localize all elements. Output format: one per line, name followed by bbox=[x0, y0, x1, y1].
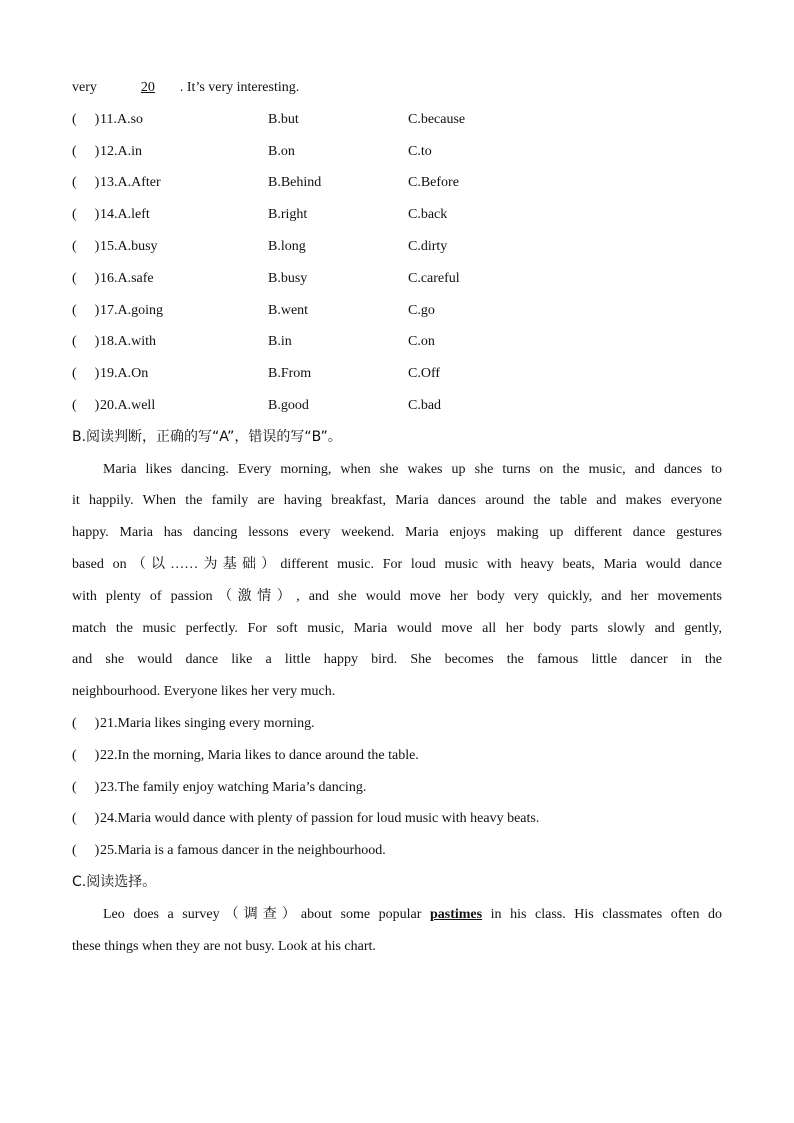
bracket-open: ( bbox=[72, 779, 77, 795]
option-row bbox=[72, 104, 722, 136]
option-b: B.in bbox=[268, 334, 292, 350]
option-a: 15.A.busy bbox=[100, 238, 158, 254]
answer-bracket[interactable] bbox=[72, 390, 99, 422]
question-number: 18 bbox=[100, 334, 114, 350]
option-row bbox=[72, 199, 722, 231]
bracket-close: ) bbox=[94, 207, 100, 223]
pastimes-keyword: pastimes bbox=[429, 906, 483, 922]
bracket-open: ( bbox=[72, 238, 77, 254]
intro-after: . It’s very interesting. bbox=[179, 80, 300, 95]
answer-bracket[interactable] bbox=[72, 772, 99, 804]
option-row bbox=[72, 295, 722, 327]
option-b: B.long bbox=[268, 238, 306, 254]
section-c-title: C.阅读选择。 bbox=[72, 873, 157, 890]
passage-c-text-1: Leo does a survey（调查）about some popular bbox=[103, 906, 422, 922]
passage-b-line: match the music perfectly. For soft music, Maria would move all her body parts slowly and gently, bbox=[72, 620, 722, 636]
question-text: 24.Maria would dance with plenty of passion for loud music with heavy beats. bbox=[100, 811, 540, 827]
intro-line bbox=[72, 72, 722, 104]
option-a: 12.A.in bbox=[100, 143, 142, 159]
passage-b-line: with plenty of passion（激情）, and she would move her body very quickly, and her movements bbox=[72, 588, 722, 604]
section-b-title: B.阅读判断，正确的写“A”，错误的写“B”。 bbox=[72, 428, 342, 445]
bracket-open: ( bbox=[72, 715, 77, 731]
option-a-text: A.with bbox=[117, 334, 156, 350]
passage-b-line: it happily. When the family are having breakfast, Maria dances around the table and makes everyone bbox=[72, 493, 722, 509]
answer-bracket[interactable] bbox=[72, 263, 99, 295]
option-a-text: A.well bbox=[117, 397, 156, 413]
question-statement: Maria would dance with plenty of passion for loud music with heavy beats. bbox=[117, 811, 540, 827]
judgement-question bbox=[72, 740, 722, 772]
document-page bbox=[72, 72, 722, 962]
bracket-open: ( bbox=[72, 302, 77, 318]
option-row bbox=[72, 136, 722, 168]
answer-bracket[interactable] bbox=[72, 136, 99, 168]
passage-b-line: based on（以……为基础）different music. For loud music with heavy beats, Maria would dance bbox=[72, 556, 722, 572]
judgement-question bbox=[72, 708, 722, 740]
judgement-question bbox=[72, 803, 722, 835]
passage-c-line-1 bbox=[72, 899, 722, 931]
question-text: 22.In the morning, Maria likes to dance around the table. bbox=[100, 747, 419, 763]
bracket-open: ( bbox=[72, 334, 77, 350]
bracket-close: ) bbox=[94, 334, 100, 350]
question-statement: In the morning, Maria likes to dance around the table. bbox=[117, 747, 419, 763]
judgement-question bbox=[72, 772, 722, 804]
option-a-text: A.so bbox=[116, 111, 144, 127]
question-statement: The family enjoy watching Maria’s dancing. bbox=[117, 779, 367, 795]
bracket-open: ( bbox=[72, 270, 77, 286]
question-number: 15 bbox=[100, 238, 114, 254]
bracket-open: ( bbox=[72, 747, 77, 763]
option-c: C.to bbox=[408, 143, 432, 159]
option-c: C.because bbox=[408, 111, 466, 127]
bracket-close: ) bbox=[94, 843, 100, 859]
bracket-open: ( bbox=[72, 175, 77, 191]
option-row bbox=[72, 263, 722, 295]
answer-bracket[interactable] bbox=[72, 326, 99, 358]
answer-bracket[interactable] bbox=[72, 835, 99, 867]
answer-bracket[interactable] bbox=[72, 104, 99, 136]
bracket-open: ( bbox=[72, 397, 77, 413]
option-b: B.Behind bbox=[268, 175, 322, 191]
option-b: B.right bbox=[268, 207, 308, 223]
question-number: 14 bbox=[100, 207, 114, 223]
bracket-open: ( bbox=[72, 207, 77, 223]
judgement-question bbox=[72, 835, 722, 867]
option-a-text: A.safe bbox=[117, 270, 154, 286]
questions-b-list bbox=[72, 708, 722, 867]
answer-bracket[interactable] bbox=[72, 803, 99, 835]
option-c: C.bad bbox=[408, 397, 442, 413]
passage-b-line: Maria likes dancing. Every morning, when she wakes up she turns on the music, and dances to bbox=[103, 461, 722, 477]
bracket-close: ) bbox=[94, 366, 100, 382]
passage-b-line: neighbourhood. Everyone likes her very much. bbox=[72, 684, 336, 700]
answer-bracket[interactable] bbox=[72, 167, 99, 199]
answer-bracket[interactable] bbox=[72, 358, 99, 390]
answer-bracket[interactable] bbox=[72, 708, 99, 740]
question-number: 23 bbox=[100, 779, 114, 795]
passage-b-line: happy. Maria has dancing lessons every weekend. Maria enjoys making up different dance gestures bbox=[72, 525, 722, 541]
option-a: 18.A.with bbox=[100, 334, 156, 350]
option-c: C.Off bbox=[408, 366, 441, 382]
question-number: 11 bbox=[100, 111, 114, 127]
option-row bbox=[72, 358, 722, 390]
option-c: C.Before bbox=[408, 175, 459, 191]
blank-20: 20 bbox=[140, 80, 155, 95]
option-a-text: A.busy bbox=[117, 238, 158, 254]
option-b: B.busy bbox=[268, 270, 308, 286]
option-row bbox=[72, 231, 722, 263]
option-a: 19.A.On bbox=[100, 366, 149, 382]
answer-bracket[interactable] bbox=[72, 295, 99, 327]
bracket-open: ( bbox=[72, 143, 77, 159]
question-number: 16 bbox=[100, 270, 114, 286]
option-c: C.careful bbox=[408, 270, 460, 286]
question-number: 24 bbox=[100, 811, 114, 827]
bracket-close: ) bbox=[94, 238, 100, 254]
option-a-text: A.On bbox=[117, 366, 149, 382]
question-number: 20 bbox=[100, 397, 114, 413]
option-a: 17.A.going bbox=[100, 302, 163, 318]
option-a: 11.A.so bbox=[100, 111, 144, 127]
bracket-close: ) bbox=[94, 111, 100, 127]
option-row bbox=[72, 390, 722, 422]
passage-c-line-2: these things when they are not busy. Look at his chart. bbox=[72, 938, 376, 954]
bracket-close: ) bbox=[94, 302, 100, 318]
option-a-text: A.in bbox=[117, 143, 142, 159]
option-c: C.back bbox=[408, 207, 448, 223]
question-statement: Maria likes singing every morning. bbox=[117, 715, 315, 731]
intro-before: very bbox=[72, 80, 97, 95]
answer-bracket[interactable] bbox=[72, 740, 99, 772]
option-a: 16.A.safe bbox=[100, 270, 154, 286]
option-a: 14.A.left bbox=[100, 207, 150, 223]
option-b: B.but bbox=[268, 111, 299, 127]
option-c: C.go bbox=[408, 302, 435, 318]
bracket-open: ( bbox=[72, 366, 77, 382]
option-a: 20.A.well bbox=[100, 397, 156, 413]
question-statement: Maria is a famous dancer in the neighbourhood. bbox=[117, 843, 386, 859]
option-b: B.went bbox=[268, 302, 309, 318]
question-text: 23.The family enjoy watching Maria’s dancing. bbox=[100, 779, 367, 795]
option-b: B.From bbox=[268, 366, 312, 382]
question-text: 25.Maria is a famous dancer in the neighbourhood. bbox=[100, 843, 386, 859]
option-a: 13.A.After bbox=[100, 175, 161, 191]
bracket-close: ) bbox=[94, 143, 100, 159]
question-number: 17 bbox=[100, 302, 114, 318]
bracket-close: ) bbox=[94, 715, 100, 731]
option-a-text: A.After bbox=[117, 175, 161, 191]
question-number: 22 bbox=[100, 747, 114, 763]
bracket-open: ( bbox=[72, 111, 77, 127]
bracket-open: ( bbox=[72, 811, 77, 827]
bracket-close: ) bbox=[94, 175, 100, 191]
question-number: 13 bbox=[100, 175, 114, 191]
option-row bbox=[72, 326, 722, 358]
cloze-options-list bbox=[72, 104, 722, 422]
option-a-text: A.left bbox=[117, 207, 150, 223]
bracket-close: ) bbox=[94, 779, 100, 795]
bracket-open: ( bbox=[72, 843, 77, 859]
bracket-close: ) bbox=[94, 270, 100, 286]
option-c: C.dirty bbox=[408, 238, 448, 254]
option-b: B.good bbox=[268, 397, 309, 413]
option-a-text: A.going bbox=[117, 302, 163, 318]
option-b: B.on bbox=[268, 143, 295, 159]
question-number: 25 bbox=[100, 843, 114, 859]
bracket-close: ) bbox=[94, 811, 100, 827]
bracket-close: ) bbox=[94, 747, 100, 763]
question-number: 12 bbox=[100, 143, 114, 159]
answer-bracket[interactable] bbox=[72, 231, 99, 263]
passage-c-text-2: in his class. His classmates often do bbox=[490, 906, 723, 922]
option-c: C.on bbox=[408, 334, 435, 350]
passage-b-line: and she would dance like a little happy bird. She becomes the famous little dancer in the bbox=[72, 652, 722, 668]
answer-bracket[interactable] bbox=[72, 199, 99, 231]
passage-b bbox=[72, 454, 722, 708]
option-row bbox=[72, 167, 722, 199]
question-number: 19 bbox=[100, 366, 114, 382]
bracket-close: ) bbox=[94, 397, 100, 413]
question-number: 21 bbox=[100, 715, 114, 731]
question-text: 21.Maria likes singing every morning. bbox=[100, 715, 315, 731]
